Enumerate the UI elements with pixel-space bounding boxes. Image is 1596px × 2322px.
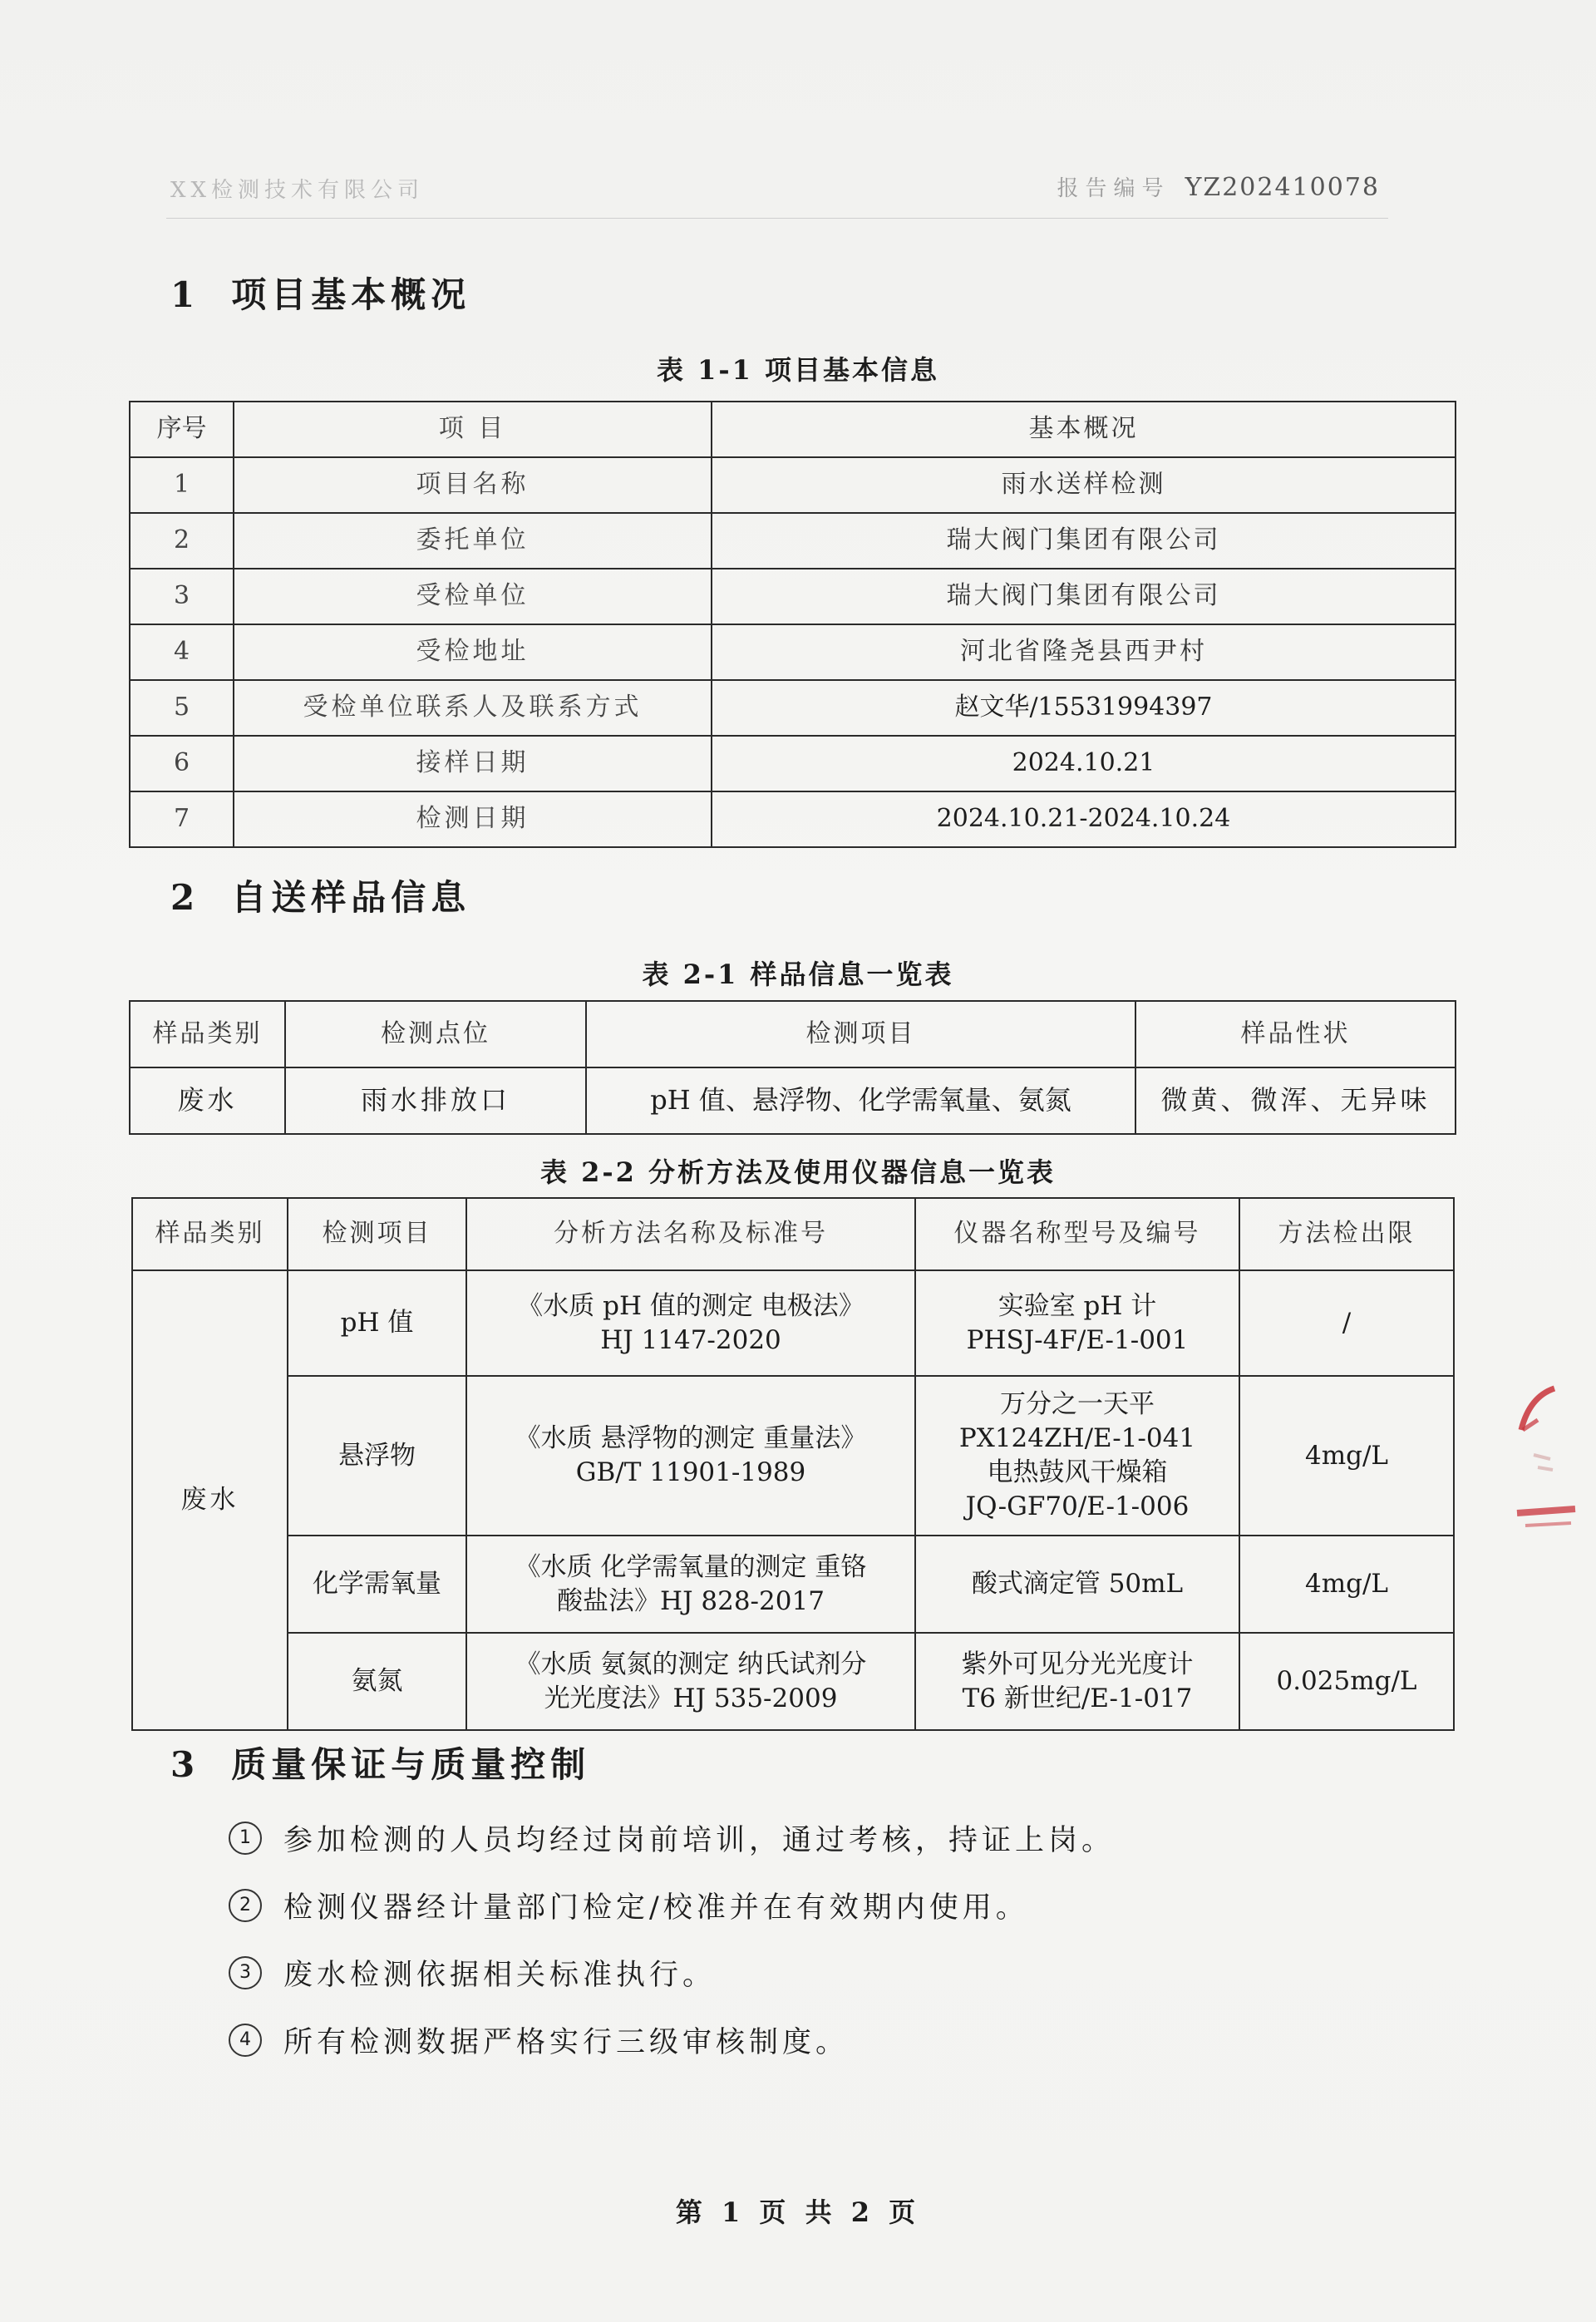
cell-test-item: pH 值 bbox=[288, 1270, 466, 1376]
table-row bbox=[130, 680, 1456, 736]
list-item-text: 所有检测数据严格实行三级审核制度。 bbox=[283, 2025, 850, 2059]
cell-test-item: 氨氮 bbox=[288, 1633, 466, 1730]
seal-fragment-icon bbox=[1505, 1380, 1579, 1580]
project-info-table bbox=[129, 401, 1456, 848]
section2-heading bbox=[170, 870, 470, 920]
col-header-method: 分析方法名称及标准号 bbox=[466, 1198, 915, 1270]
cell-instrument bbox=[915, 1270, 1239, 1376]
qa-list bbox=[229, 1804, 1115, 2073]
table-row bbox=[130, 736, 1456, 791]
cell-item: 检测日期 bbox=[234, 791, 712, 847]
section2-title: 自送样品信息 bbox=[231, 877, 471, 918]
cell-value: 2024.10.21-2024.10.24 bbox=[712, 791, 1456, 847]
cell-index: 2 bbox=[130, 513, 234, 569]
list-item bbox=[229, 2006, 1115, 2073]
page-number: 第 1 页 共 2 页 bbox=[675, 2196, 921, 2228]
col-header-instrument: 仪器名称型号及编号 bbox=[915, 1198, 1239, 1270]
table-row bbox=[130, 457, 1456, 513]
table-row bbox=[130, 791, 1456, 847]
col-header-index: 序号 bbox=[130, 402, 234, 457]
method-line: HJ 1147-2020 bbox=[600, 1324, 781, 1355]
list-item bbox=[229, 1871, 1115, 1939]
cell-method bbox=[466, 1536, 915, 1633]
method-line: 《水质 氨氮的测定 纳氏试剂分 bbox=[515, 1649, 867, 1679]
table-row bbox=[130, 624, 1456, 680]
section1-number: 1 bbox=[170, 274, 200, 315]
table2-2-caption: 表 2-2 分析方法及使用仪器信息一览表 bbox=[539, 1156, 1057, 1188]
method-line: 《水质 悬浮物的测定 重量法》 bbox=[515, 1423, 867, 1454]
cell-sample-category: 废水 bbox=[132, 1270, 288, 1730]
section3-number: 3 bbox=[170, 1744, 200, 1785]
cell-index: 6 bbox=[130, 736, 234, 791]
circled-number: 4 bbox=[229, 2024, 262, 2057]
cell-item: 受检单位 bbox=[234, 569, 712, 624]
col-header-test-items: 检测项目 bbox=[586, 1001, 1135, 1067]
col-header-sampling-point: 检测点位 bbox=[285, 1001, 586, 1067]
instrument-line: PX124ZH/E-1-041 bbox=[958, 1423, 1196, 1454]
method-line: 光光度法》HJ 535-2009 bbox=[544, 1683, 838, 1713]
table-row bbox=[132, 1376, 1454, 1536]
instrument-line: 紫外可见分光光度计 bbox=[961, 1649, 1194, 1679]
list-item-text: 废水检测依据相关标准执行。 bbox=[283, 1958, 717, 1992]
section1-title: 项目基本概况 bbox=[231, 274, 471, 315]
instrument-line: T6 新世纪/E-1-017 bbox=[962, 1683, 1193, 1713]
method-line: 《水质 化学需氧量的测定 重铬 bbox=[515, 1551, 867, 1582]
table-row bbox=[132, 1270, 1454, 1376]
cell-sampling-point: 雨水排放口 bbox=[285, 1067, 586, 1134]
table-row bbox=[130, 569, 1456, 624]
table-header-row bbox=[130, 402, 1456, 457]
section3-title: 质量保证与质量控制 bbox=[231, 1744, 591, 1785]
cell-test-item: 悬浮物 bbox=[288, 1376, 466, 1536]
cell-value: 瑞大阀门集团有限公司 bbox=[712, 513, 1456, 569]
cell-method bbox=[466, 1270, 915, 1376]
cell-value: 瑞大阀门集团有限公司 bbox=[712, 569, 1456, 624]
table1-1-caption: 表 1-1 项目基本信息 bbox=[656, 354, 940, 386]
list-item-text: 检测仪器经计量部门检定/校准并在有效期内使用。 bbox=[283, 1891, 1029, 1925]
col-header-overview: 基本概况 bbox=[712, 402, 1456, 457]
sample-info-table bbox=[129, 1000, 1456, 1135]
report-number bbox=[1057, 171, 1380, 202]
instrument-line: 实验室 pH 计 bbox=[998, 1290, 1157, 1321]
col-header-test-item: 检测项目 bbox=[288, 1198, 466, 1270]
cell-detection-limit: 4mg/L bbox=[1239, 1536, 1454, 1633]
cell-item: 受检单位联系人及联系方式 bbox=[234, 680, 712, 736]
method-line: GB/T 11901-1989 bbox=[575, 1457, 806, 1487]
col-header-sample-category: 样品类别 bbox=[132, 1198, 288, 1270]
section1-heading bbox=[170, 268, 470, 318]
cell-index: 4 bbox=[130, 624, 234, 680]
instrument-line: 电热鼓风干燥箱 bbox=[987, 1457, 1168, 1487]
cell-item: 委托单位 bbox=[234, 513, 712, 569]
company-header: XX检测技术有限公司 bbox=[170, 178, 425, 203]
cell-instrument bbox=[915, 1536, 1239, 1633]
section2-number: 2 bbox=[170, 877, 200, 918]
cell-value: 河北省隆尧县西尹村 bbox=[712, 624, 1456, 680]
cell-value: 赵文华/15531994397 bbox=[712, 680, 1456, 736]
cell-item: 项目名称 bbox=[234, 457, 712, 513]
cell-index: 3 bbox=[130, 569, 234, 624]
report-number-value: YZ202410078 bbox=[1185, 173, 1380, 202]
cell-detection-limit: / bbox=[1239, 1270, 1454, 1376]
instrument-line: PHSJ-4F/E-1-001 bbox=[966, 1324, 1189, 1355]
cell-value: 2024.10.21 bbox=[712, 736, 1456, 791]
circled-number: 2 bbox=[229, 1889, 262, 1922]
cell-detection-limit: 0.025mg/L bbox=[1239, 1633, 1454, 1730]
circled-number: 3 bbox=[229, 1956, 262, 1989]
cell-value: 雨水送样检测 bbox=[712, 457, 1456, 513]
list-item bbox=[229, 1939, 1115, 2006]
table-row bbox=[130, 513, 1456, 569]
cell-test-item: 化学需氧量 bbox=[288, 1536, 466, 1633]
cell-item: 受检地址 bbox=[234, 624, 712, 680]
table-row bbox=[132, 1633, 1454, 1730]
cell-method bbox=[466, 1633, 915, 1730]
col-header-detection-limit: 方法检出限 bbox=[1239, 1198, 1454, 1270]
table-header-row bbox=[132, 1198, 1454, 1270]
report-number-label: 报告编号 bbox=[1057, 176, 1170, 201]
header-divider bbox=[166, 218, 1388, 219]
cell-test-items: pH 值、悬浮物、化学需氧量、氨氮 bbox=[586, 1067, 1135, 1134]
method-line: 酸盐法》HJ 828-2017 bbox=[557, 1585, 825, 1616]
cell-sample-character: 微黄、微浑、无异味 bbox=[1135, 1067, 1456, 1134]
col-header-sample-character: 样品性状 bbox=[1135, 1001, 1456, 1067]
table-row bbox=[132, 1536, 1454, 1633]
analysis-method-table bbox=[131, 1197, 1455, 1731]
cell-item: 接样日期 bbox=[234, 736, 712, 791]
cell-index: 7 bbox=[130, 791, 234, 847]
cell-method bbox=[466, 1376, 915, 1536]
instrument-line: 酸式滴定管 50mL bbox=[971, 1569, 1184, 1600]
instrument-line: 万分之一天平 bbox=[1000, 1389, 1155, 1420]
cell-index: 5 bbox=[130, 680, 234, 736]
list-item bbox=[229, 1804, 1115, 1871]
instrument-line: JQ-GF70/E-1-006 bbox=[965, 1491, 1190, 1521]
cell-instrument bbox=[915, 1376, 1239, 1536]
table-row bbox=[130, 1067, 1456, 1134]
cell-index: 1 bbox=[130, 457, 234, 513]
col-header-sample-category: 样品类别 bbox=[130, 1001, 285, 1067]
cell-sample-category: 废水 bbox=[130, 1067, 285, 1134]
section3-heading bbox=[170, 1738, 590, 1787]
table-header-row bbox=[130, 1001, 1456, 1067]
method-line: 《水质 pH 值的测定 电极法》 bbox=[517, 1290, 864, 1321]
list-item-text: 参加检测的人员均经过岗前培训，通过考核，持证上岗。 bbox=[283, 1823, 1116, 1857]
table2-1-caption: 表 2-1 样品信息一览表 bbox=[642, 959, 954, 990]
circled-number: 1 bbox=[229, 1822, 262, 1855]
cell-detection-limit: 4mg/L bbox=[1239, 1376, 1454, 1536]
col-header-item: 项 目 bbox=[234, 402, 712, 457]
cell-instrument bbox=[915, 1633, 1239, 1730]
